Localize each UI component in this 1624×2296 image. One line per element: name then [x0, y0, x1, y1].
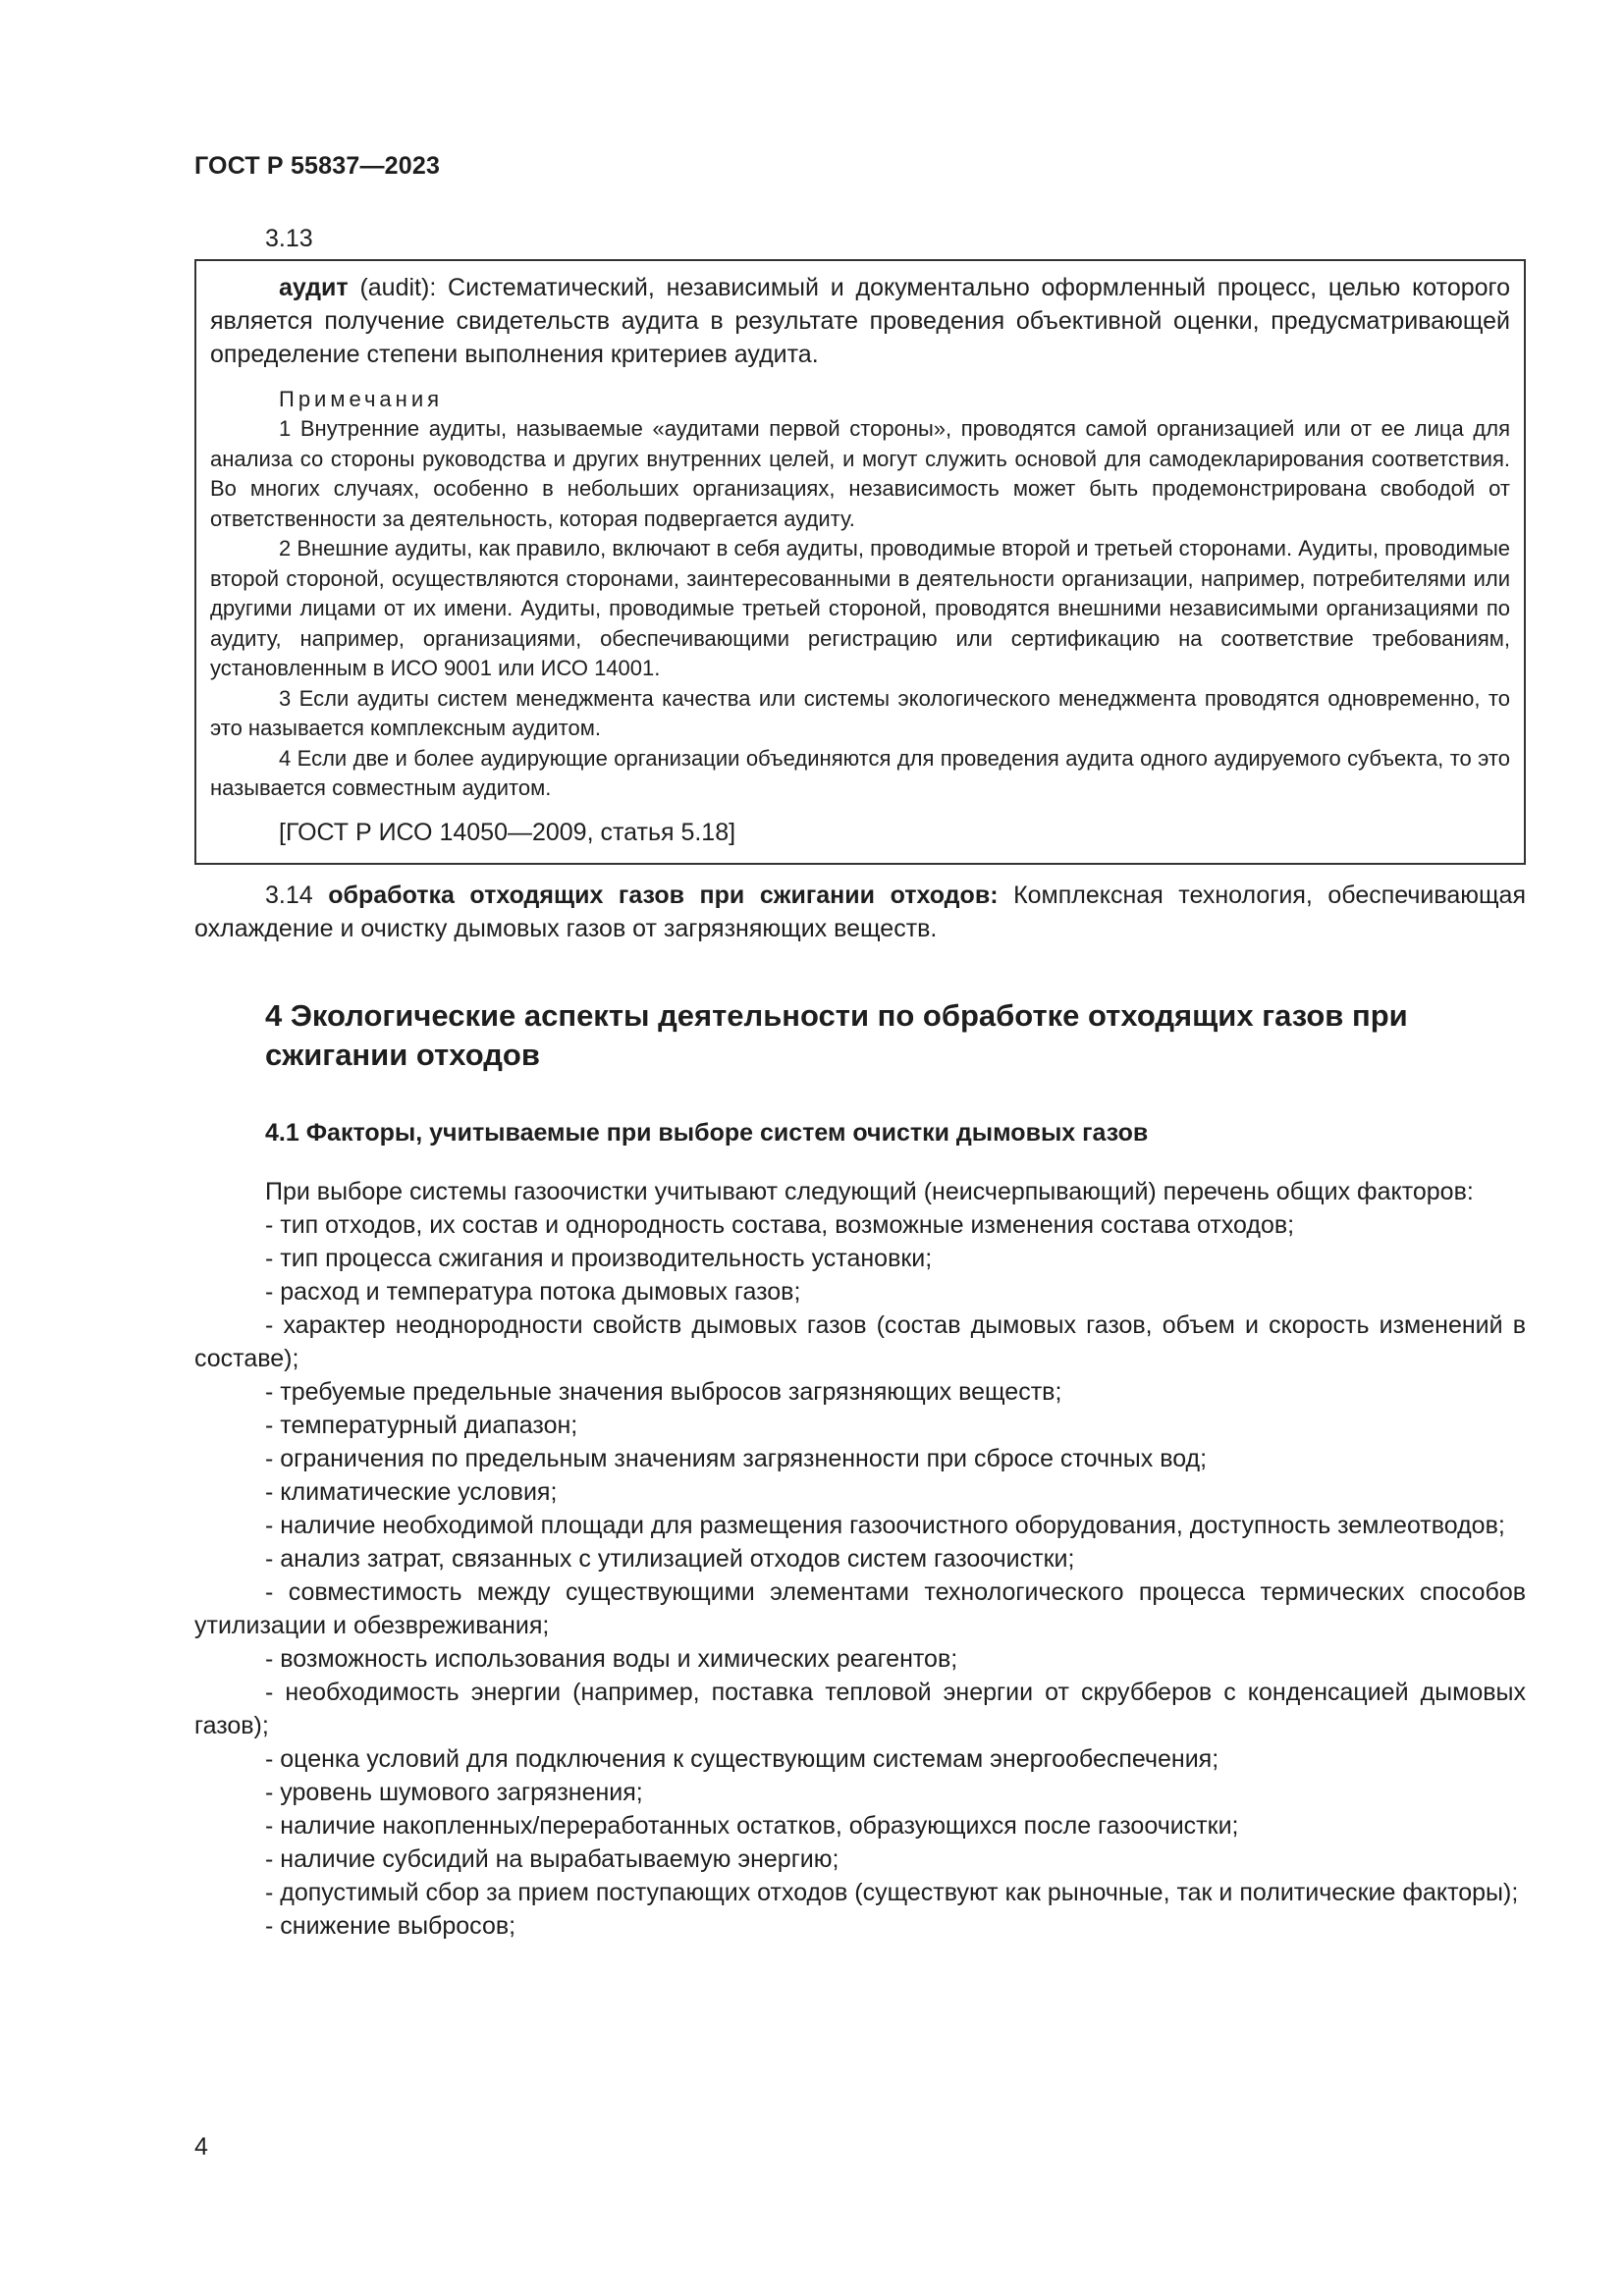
- intro-paragraph: При выборе системы газоочистки учитывают следующий (неисчерпывающий) перечень общих факторов:: [265, 1177, 1474, 1205]
- list-item: - характер неоднородности свойств дымовых газов (состав дымовых газов, объем и скорость изменений в составе);: [194, 1310, 1526, 1372]
- term-number: 3.13: [265, 225, 313, 252]
- note-1: 1 Внутренние аудиты, называемые «аудитами первой стороны», проводятся самой организацией или от ее лица для анализа со стороны руководства и других внутренних целей, и могут служить основой для самодекларирования соответствия. Во многих случаях, особенно в небольших организациях, независимость может быть продемонстрирована свободой от ответственности за деятельность, которая подвергается аудиту.: [210, 416, 1510, 531]
- note-2: 2 Внешние аудиты, как правило, включают в себя аудиты, проводимые второй и третьей сторонами. Аудиты, проводимые второй стороной, осуществляются сторонами, заинтересованными в деятельности организации, например, потребителями или другими лицами от их имени. Аудиты, проводимые третьей стороной, проводятся внешними независимыми организациями по аудиту, например, организациями, обеспечивающими регистрацию или сертификацию на соответствие требованиям, установленным в ИСО 9001 или ИСО 14001.: [210, 536, 1510, 680]
- list-item: - требуемые предельные значения выбросов загрязняющих веществ;: [265, 1377, 1062, 1406]
- list-item: - тип отходов, их состав и однородность состава, возможные изменения состава отходов;: [265, 1210, 1295, 1239]
- list-item: - расход и температура потока дымовых газов;: [265, 1277, 801, 1306]
- term-definition: [210, 271, 1510, 371]
- term-definition-text: (audit): Систематический, независимый и документально оформленный процесс, целью которого является получение свидетельств аудита в результате проведения объективной оценки, предусматривающей определение степени выполнения критериев аудита.: [210, 274, 1510, 368]
- term-source: [ГОСТ Р ИСО 14050—2009, статья 5.18]: [279, 818, 736, 846]
- list-item: - температурный диапазон;: [265, 1411, 578, 1439]
- list-item: - ограничения по предельным значениям загрязненности при сбросе сточных вод;: [265, 1444, 1208, 1472]
- term-name: обработка отходящих газов при сжигании отходов:: [328, 881, 999, 909]
- document-header: ГОСТ Р 55837—2023: [194, 152, 441, 180]
- list-item: - оценка условий для подключения к существующим системам энергообеспечения;: [265, 1744, 1219, 1773]
- list-item: - анализ затрат, связанных с утилизацией отходов систем газоочистки;: [265, 1544, 1075, 1573]
- list-item: - необходимость энергии (например, поставка тепловой энергии от скрубберов с конденсацией дымовых газов);: [194, 1678, 1526, 1739]
- list-item: - возможность использования воды и химических реагентов;: [265, 1644, 958, 1673]
- factor-list: [194, 1208, 1526, 1943]
- list-item: - совместимость между существующими элементами технологического процесса термических способов утилизации и обезвреживания;: [194, 1577, 1526, 1639]
- notes-title: Примечания: [279, 387, 444, 411]
- term-definition-box: [194, 259, 1526, 865]
- term-name: аудит: [279, 274, 349, 301]
- list-item: - тип процесса сжигания и производительность установки;: [265, 1244, 933, 1272]
- section-title: 4 Экологические аспекты деятельности по обработке отходящих газов при сжигании отходов: [265, 997, 1408, 1072]
- list-item: - уровень шумового загрязнения;: [265, 1778, 643, 1806]
- term-definition-text: Комплексная технология, обеспечивающая охлаждение и очистку дымовых газов от загрязняющих веществ.: [194, 881, 1526, 942]
- list-item: - наличие необходимой площади для размещения газоочистного оборудования, доступность землеотводов;: [265, 1511, 1505, 1539]
- list-item: - допустимый сбор за прием поступающих отходов (существуют как рыночные, так и политические факторы);: [265, 1878, 1519, 1906]
- list-item: - климатические условия;: [265, 1477, 558, 1506]
- subsection-title: 4.1 Факторы, учитываемые при выборе систем очистки дымовых газов: [265, 1118, 1149, 1147]
- note-4: 4 Если две и более аудирующие организации объединяются для проведения аудита одного аудируемого субъекта, то это называется совместным аудитом.: [210, 745, 1510, 800]
- note-3: 3 Если аудиты систем менеджмента качества или системы экологического менеджмента проводятся одновременно, то это называется комплексным аудитом.: [210, 685, 1510, 740]
- term-paragraph: [194, 879, 1526, 945]
- page-number: 4: [194, 2133, 208, 2161]
- term-number: 3.14: [265, 881, 313, 909]
- list-item: - наличие накопленных/переработанных остатков, образующихся после газоочистки;: [265, 1811, 1239, 1840]
- list-item: - снижение выбросов;: [265, 1911, 516, 1940]
- list-item: - наличие субсидий на вырабатываемую энергию;: [265, 1844, 839, 1873]
